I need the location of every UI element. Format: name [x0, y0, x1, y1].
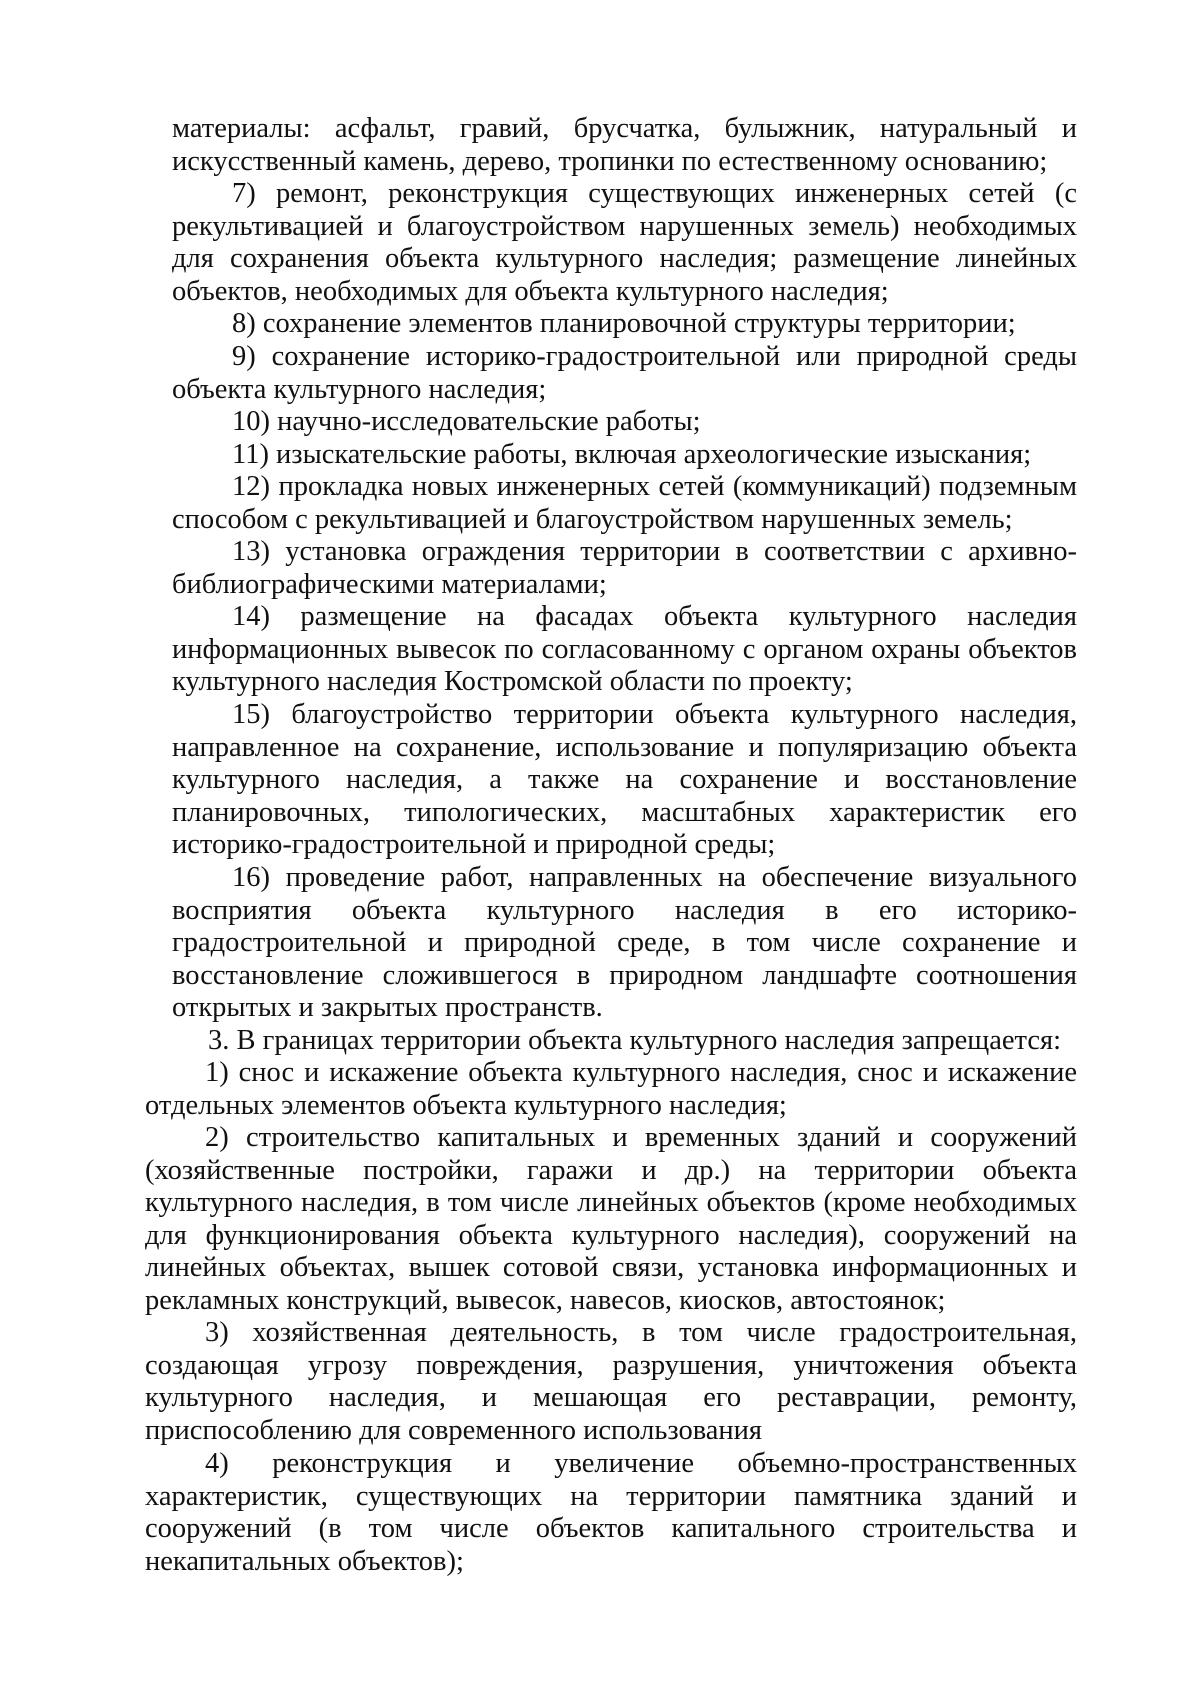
- section-3-heading: 3. В границах территории объекта культурного наследия запрещается:: [208, 1025, 1061, 1056]
- list-item-7: 7) ремонт, реконструкция существующих инженерных сетей (с рекультивацией и благоустройством нарушенных земель) необходимых для сохранения объекта культурного наследия; размещение линейных объектов, необходимых для объекта культурного наследия;: [172, 178, 1077, 307]
- list-item-16: 16) проведение работ, направленных на обеспечение визуального восприятия объекта культурного наследия в его историко-градостроительной и природной среде, в том числе сохранение и восстановление сложившегося в природном ландшафте соотношения открытых и закрытых пространств.: [172, 862, 1077, 1024]
- list-item-11: 11) изыскательские работы, включая археологические изыскания;: [232, 439, 1032, 470]
- list-item-12: 12) прокладка новых инженерных сетей (коммуникаций) подземным способом с рекультивацией и благоустройством нарушенных земель;: [172, 471, 1077, 535]
- list-item-8: 8) сохранение элементов планировочной структуры территории;: [232, 308, 1016, 339]
- list-item-9: 9) сохранение историко-градостроительной или природной среды объекта культурного наследия;: [172, 341, 1077, 405]
- list-item-14: 14) размещение на фасадах объекта культурного наследия информационных вывесок по согласованному с органом охраны объектов культурного наследия Костромской области по проекту;: [172, 601, 1077, 698]
- list-item-13: 13) установка ограждения территории в соответствии с архивно-библиографическими материалами;: [172, 536, 1077, 600]
- prohibited-item-1: 1) снос и искажение объекта культурного наследия, снос и искажение отдельных элементов объекта культурного наследия;: [145, 1057, 1077, 1121]
- paragraph-materials-continuation: материалы: асфальт, гравий, брусчатка, булыжник, натуральный и искусственный камень, дерево, тропинки по естественному основанию;: [172, 113, 1077, 177]
- prohibited-item-4: 4) реконструкция и увеличение объемно-пространственных характеристик, существующих на территории памятника зданий и сооружений (в том числе объектов капитального строительства и некапитальных объектов);: [145, 1448, 1077, 1577]
- prohibited-item-2: 2) строительство капитальных и временных зданий и сооружений (хозяйственные постройки, гаражи и др.) на территории объекта культурного наследия, в том числе линейных объектов (кроме необходимых для функционирования объекта культурного наследия), сооружений на линейных объектах, вышек сотовой связи, установка информационных и рекламных конструкций, вывесок, навесов, киосков, автостоянок;: [145, 1122, 1077, 1316]
- list-item-10: 10) научно-исследовательские работы;: [232, 406, 701, 437]
- prohibited-item-3: 3) хозяйственная деятельность, в том числе градостроительная, создающая угрозу повреждения, разрушения, уничтожения объекта культурного наследия, и мешающая его реставрации, ремонту, приспособлению для современного использования: [145, 1317, 1077, 1446]
- list-item-15: 15) благоустройство территории объекта культурного наследия, направленное на сохранение, использование и популяризацию объекта культурного наследия, а также на сохранение и восстановление планировочных, типологических, масштабных характеристик его историко-градостроительной и природной среды;: [172, 699, 1077, 861]
